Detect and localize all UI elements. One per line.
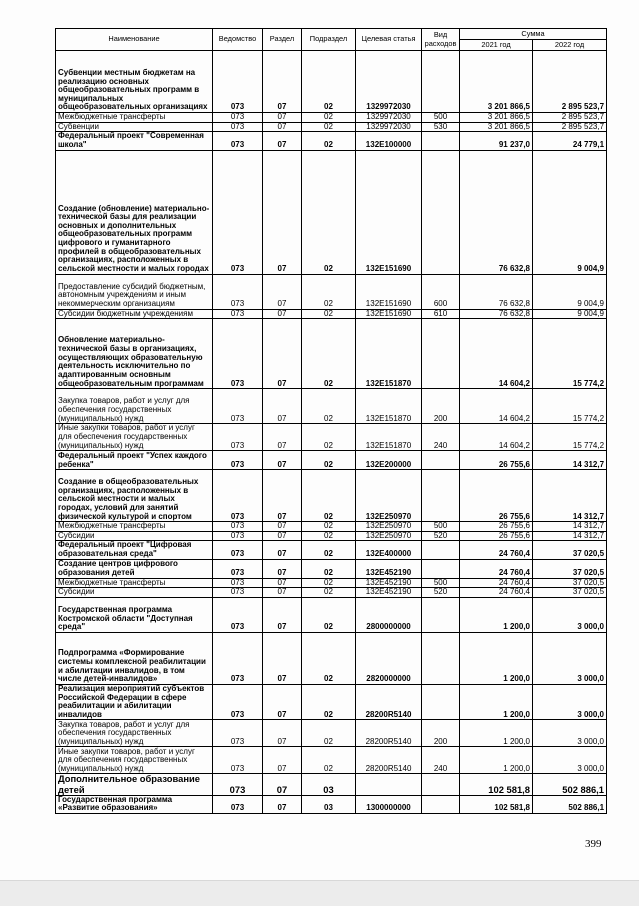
cell-code: 132E151690 [356,150,422,274]
cell-sub: 02 [302,597,356,632]
cell-sub: 02 [302,451,356,470]
cell-vr [422,597,460,632]
cell-vr [422,451,460,470]
cell-sub: 02 [302,684,356,720]
cell-code: 132E151870 [356,424,422,451]
cell-y1: 91 237,0 [460,132,533,150]
cell-y1: 26 755,6 [460,531,533,541]
cell-code: 28200R5140 [356,684,422,720]
cell-y1: 24 760,4 [460,588,533,598]
cell-name: Предоставление субсидий бюджетным, автономным учреждениям и иным некоммерческим организациям [56,274,213,309]
header-name: Наименование [56,29,213,51]
cell-y2: 2 895 523,7 [533,122,607,132]
cell-dept: 073 [213,795,263,813]
cell-name: Субвенции местным бюджетам на реализацию основных общеобразовательных программ в муниципальных общеобразовательных организациях [56,51,213,113]
cell-y1: 3 201 866,5 [460,113,533,123]
cell-name: Закупка товаров, работ и услуг для обеспечения государственных (муниципальных) нужд [56,389,213,424]
header-year-2022: 2022 год [533,40,607,51]
cell-y2: 9 004,9 [533,309,607,319]
cell-sub: 02 [302,132,356,150]
cell-sub: 02 [302,113,356,123]
cell-dept: 073 [213,774,263,795]
cell-vr [422,51,460,113]
cell-y2: 9 004,9 [533,274,607,309]
cell-code: 28200R5140 [356,747,422,774]
cell-y2: 37 020,5 [533,578,607,588]
cell-sec: 07 [263,389,302,424]
cell-vr [422,541,460,559]
cell-sub: 02 [302,588,356,598]
cell-y2: 3 000,0 [533,747,607,774]
cell-code: 132E452190 [356,559,422,578]
cell-dept: 073 [213,531,263,541]
cell-y2: 3 000,0 [533,684,607,720]
cell-dept: 073 [213,113,263,123]
cell-sec: 07 [263,597,302,632]
cell-vr [422,632,460,684]
cell-y2: 502 886,1 [533,774,607,795]
cell-sec: 07 [263,774,302,795]
cell-vr: 200 [422,720,460,747]
header-expense-type: Вид расходов [422,29,460,51]
cell-dept: 073 [213,451,263,470]
cell-sub: 02 [302,51,356,113]
cell-sec: 07 [263,309,302,319]
header-target-article: Целевая статья [356,29,422,51]
cell-y2: 37 020,5 [533,559,607,578]
cell-vr: 200 [422,389,460,424]
table-row [56,132,607,150]
cell-y1: 24 760,4 [460,578,533,588]
cell-name: Субсидии [56,588,213,598]
cell-sec: 07 [263,470,302,522]
cell-name: Реализация мероприятий субъектов Российской Федерации в сфере реабилитации и абилитации инвалидов [56,684,213,720]
cell-y1: 76 632,8 [460,309,533,319]
table-row [56,389,607,424]
cell-name: Государственная программа «Развитие образования» [56,795,213,813]
cell-vr: 600 [422,274,460,309]
table-row [56,632,607,684]
cell-vr: 530 [422,122,460,132]
cell-code: 132E151690 [356,309,422,319]
cell-y2: 14 312,7 [533,531,607,541]
cell-name: Закупка товаров, работ и услуг для обеспечения государственных (муниципальных) нужд [56,720,213,747]
table-row [56,684,607,720]
cell-dept: 073 [213,424,263,451]
table-row [56,747,607,774]
cell-y1: 3 201 866,5 [460,122,533,132]
cell-y2: 2 895 523,7 [533,113,607,123]
cell-dept: 073 [213,578,263,588]
table-row [56,559,607,578]
cell-code: 1300000000 [356,795,422,813]
cell-sub: 02 [302,389,356,424]
cell-dept: 073 [213,309,263,319]
cell-code: 1329972030 [356,51,422,113]
table-row [56,531,607,541]
cell-y1: 14 604,2 [460,319,533,389]
header-year-2021: 2021 год [460,40,533,51]
cell-name: Межбюджетные трансферты [56,578,213,588]
cell-sec: 07 [263,720,302,747]
cell-y2: 15 774,2 [533,319,607,389]
cell-vr [422,319,460,389]
cell-code: 132E250970 [356,470,422,522]
cell-dept: 073 [213,588,263,598]
scan-bottom-strip [0,880,639,906]
cell-y1: 1 200,0 [460,747,533,774]
cell-sub: 02 [302,309,356,319]
cell-sub: 02 [302,424,356,451]
cell-sec: 07 [263,578,302,588]
cell-name: Обновление материально-технической базы в организациях, осуществляющих образовательную деятельность исключительно по адаптированным основным общеобразовательным программам [56,319,213,389]
cell-sub: 02 [302,274,356,309]
cell-sec: 07 [263,522,302,532]
cell-dept: 073 [213,132,263,150]
cell-name: Федеральный проект "Современная школа" [56,132,213,150]
cell-vr [422,559,460,578]
cell-name: Субсидии [56,531,213,541]
cell-name: Иные закупки товаров, работ и услуг для обеспечения государственных (муниципальных) нужд [56,424,213,451]
cell-y1: 102 581,8 [460,795,533,813]
cell-code: 132E250970 [356,531,422,541]
table-row [56,597,607,632]
cell-sec: 07 [263,274,302,309]
cell-sec: 07 [263,588,302,598]
cell-sec: 07 [263,132,302,150]
cell-code: 1329972030 [356,122,422,132]
table-row [56,150,607,274]
table-row [56,113,607,123]
table-row [56,774,607,795]
cell-sec: 07 [263,51,302,113]
cell-sec: 07 [263,684,302,720]
cell-y1: 14 604,2 [460,424,533,451]
table-row [56,588,607,598]
cell-y1: 26 755,6 [460,522,533,532]
cell-name: Федеральный проект "Цифровая образовательная среда" [56,541,213,559]
table-row [56,795,607,813]
cell-name: Создание в общеобразовательных организациях, расположенных в сельской местности и малых городах, условий для занятий физической культурой и спортом [56,470,213,522]
cell-sub: 02 [302,122,356,132]
table-row [56,51,607,113]
cell-dept: 073 [213,150,263,274]
table-row [56,309,607,319]
cell-name: Межбюджетные трансферты [56,113,213,123]
cell-code: 1329972030 [356,113,422,123]
header-section: Раздел [263,29,302,51]
cell-y1: 14 604,2 [460,389,533,424]
cell-vr: 240 [422,424,460,451]
cell-sub: 02 [302,319,356,389]
cell-y2: 14 312,7 [533,522,607,532]
cell-sec: 07 [263,319,302,389]
table-row [56,720,607,747]
cell-y2: 2 895 523,7 [533,51,607,113]
cell-dept: 073 [213,559,263,578]
cell-y1: 1 200,0 [460,632,533,684]
cell-vr: 520 [422,531,460,541]
cell-code: 132E100000 [356,132,422,150]
cell-sec: 07 [263,122,302,132]
cell-sub: 02 [302,470,356,522]
cell-code: 132E151870 [356,319,422,389]
table-row [56,451,607,470]
cell-y1: 76 632,8 [460,150,533,274]
cell-code: 132E151690 [356,274,422,309]
table-row [56,319,607,389]
cell-name: Субсидии бюджетным учреждениям [56,309,213,319]
cell-name: Государственная программа Костромской области "Доступная среда" [56,597,213,632]
cell-y2: 9 004,9 [533,150,607,274]
cell-name: Межбюджетные трансферты [56,522,213,532]
cell-y2: 15 774,2 [533,389,607,424]
budget-table [55,28,607,814]
table-row [56,522,607,532]
cell-sub: 02 [302,559,356,578]
cell-dept: 073 [213,319,263,389]
cell-sub: 02 [302,720,356,747]
cell-name: Федеральный проект "Успех каждого ребенка" [56,451,213,470]
cell-name: Создание (обновление) материально-технической базы для реализации основных и дополнительных общеобразовательных программ цифрового и гуманитарного профилей в общеобразовательных организациях, расположенных в сельской местности и малых городах [56,150,213,274]
cell-dept: 073 [213,522,263,532]
cell-y2: 15 774,2 [533,424,607,451]
cell-sub: 02 [302,531,356,541]
header-amount: Сумма [460,29,607,40]
cell-name: Подпрограмма «Формирование системы комплексной реабилитации и абилитации инвалидов, в том числе детей-инвалидов» [56,632,213,684]
cell-code [356,774,422,795]
cell-vr: 520 [422,588,460,598]
cell-code: 132E452190 [356,578,422,588]
cell-code: 2800000000 [356,597,422,632]
cell-code: 132E452190 [356,588,422,598]
cell-y2: 24 779,1 [533,132,607,150]
cell-sub: 02 [302,522,356,532]
cell-sub: 02 [302,578,356,588]
cell-sub: 02 [302,632,356,684]
cell-dept: 073 [213,684,263,720]
cell-dept: 073 [213,122,263,132]
cell-sec: 07 [263,747,302,774]
cell-dept: 073 [213,470,263,522]
table-row [56,578,607,588]
table-row [56,274,607,309]
cell-vr: 500 [422,522,460,532]
cell-code: 132E250970 [356,522,422,532]
cell-name: Иные закупки товаров, работ и услуг для обеспечения государственных (муниципальных) нужд [56,747,213,774]
cell-code: 28200R5140 [356,720,422,747]
cell-dept: 073 [213,51,263,113]
cell-y2: 3 000,0 [533,720,607,747]
cell-y1: 26 755,6 [460,451,533,470]
cell-y1: 3 201 866,5 [460,51,533,113]
cell-y1: 24 760,4 [460,541,533,559]
cell-sub: 03 [302,795,356,813]
cell-vr [422,470,460,522]
cell-code: 132E200000 [356,451,422,470]
cell-code: 132E400000 [356,541,422,559]
cell-y2: 502 886,1 [533,795,607,813]
cell-vr [422,150,460,274]
cell-y1: 1 200,0 [460,720,533,747]
cell-y1: 1 200,0 [460,684,533,720]
cell-sec: 07 [263,113,302,123]
cell-sec: 07 [263,451,302,470]
cell-sub: 03 [302,774,356,795]
cell-dept: 073 [213,541,263,559]
cell-vr [422,795,460,813]
cell-sec: 07 [263,424,302,451]
cell-y2: 3 000,0 [533,597,607,632]
cell-vr [422,684,460,720]
cell-vr [422,132,460,150]
table-row [56,541,607,559]
cell-y2: 3 000,0 [533,632,607,684]
cell-dept: 073 [213,632,263,684]
cell-vr: 500 [422,578,460,588]
cell-y1: 76 632,8 [460,274,533,309]
cell-vr [422,774,460,795]
cell-vr: 500 [422,113,460,123]
cell-y2: 37 020,5 [533,588,607,598]
cell-dept: 073 [213,274,263,309]
cell-code: 132E151870 [356,389,422,424]
cell-dept: 073 [213,597,263,632]
table-body [56,51,607,814]
cell-sec: 07 [263,559,302,578]
cell-sec: 07 [263,150,302,274]
cell-sec: 07 [263,541,302,559]
table-header [56,29,607,51]
cell-name: Создание центров цифрового образования детей [56,559,213,578]
table-row [56,122,607,132]
cell-sec: 07 [263,531,302,541]
cell-y2: 14 312,7 [533,451,607,470]
cell-y2: 14 312,7 [533,470,607,522]
cell-vr: 240 [422,747,460,774]
cell-sub: 02 [302,541,356,559]
cell-code: 2820000000 [356,632,422,684]
cell-sec: 07 [263,795,302,813]
cell-sub: 02 [302,747,356,774]
header-subsection: Подраздел [302,29,356,51]
cell-sec: 07 [263,632,302,684]
cell-y1: 26 755,6 [460,470,533,522]
cell-dept: 073 [213,720,263,747]
cell-dept: 073 [213,389,263,424]
cell-y2: 37 020,5 [533,541,607,559]
cell-y1: 102 581,8 [460,774,533,795]
cell-vr: 610 [422,309,460,319]
cell-sub: 02 [302,150,356,274]
cell-y1: 24 760,4 [460,559,533,578]
cell-dept: 073 [213,747,263,774]
cell-y1: 1 200,0 [460,597,533,632]
table-row [56,470,607,522]
table-row [56,424,607,451]
cell-name: Дополнительное образование детей [56,774,213,795]
page-number: 399 [585,838,602,850]
header-department: Ведомство [213,29,263,51]
cell-name: Субвенции [56,122,213,132]
